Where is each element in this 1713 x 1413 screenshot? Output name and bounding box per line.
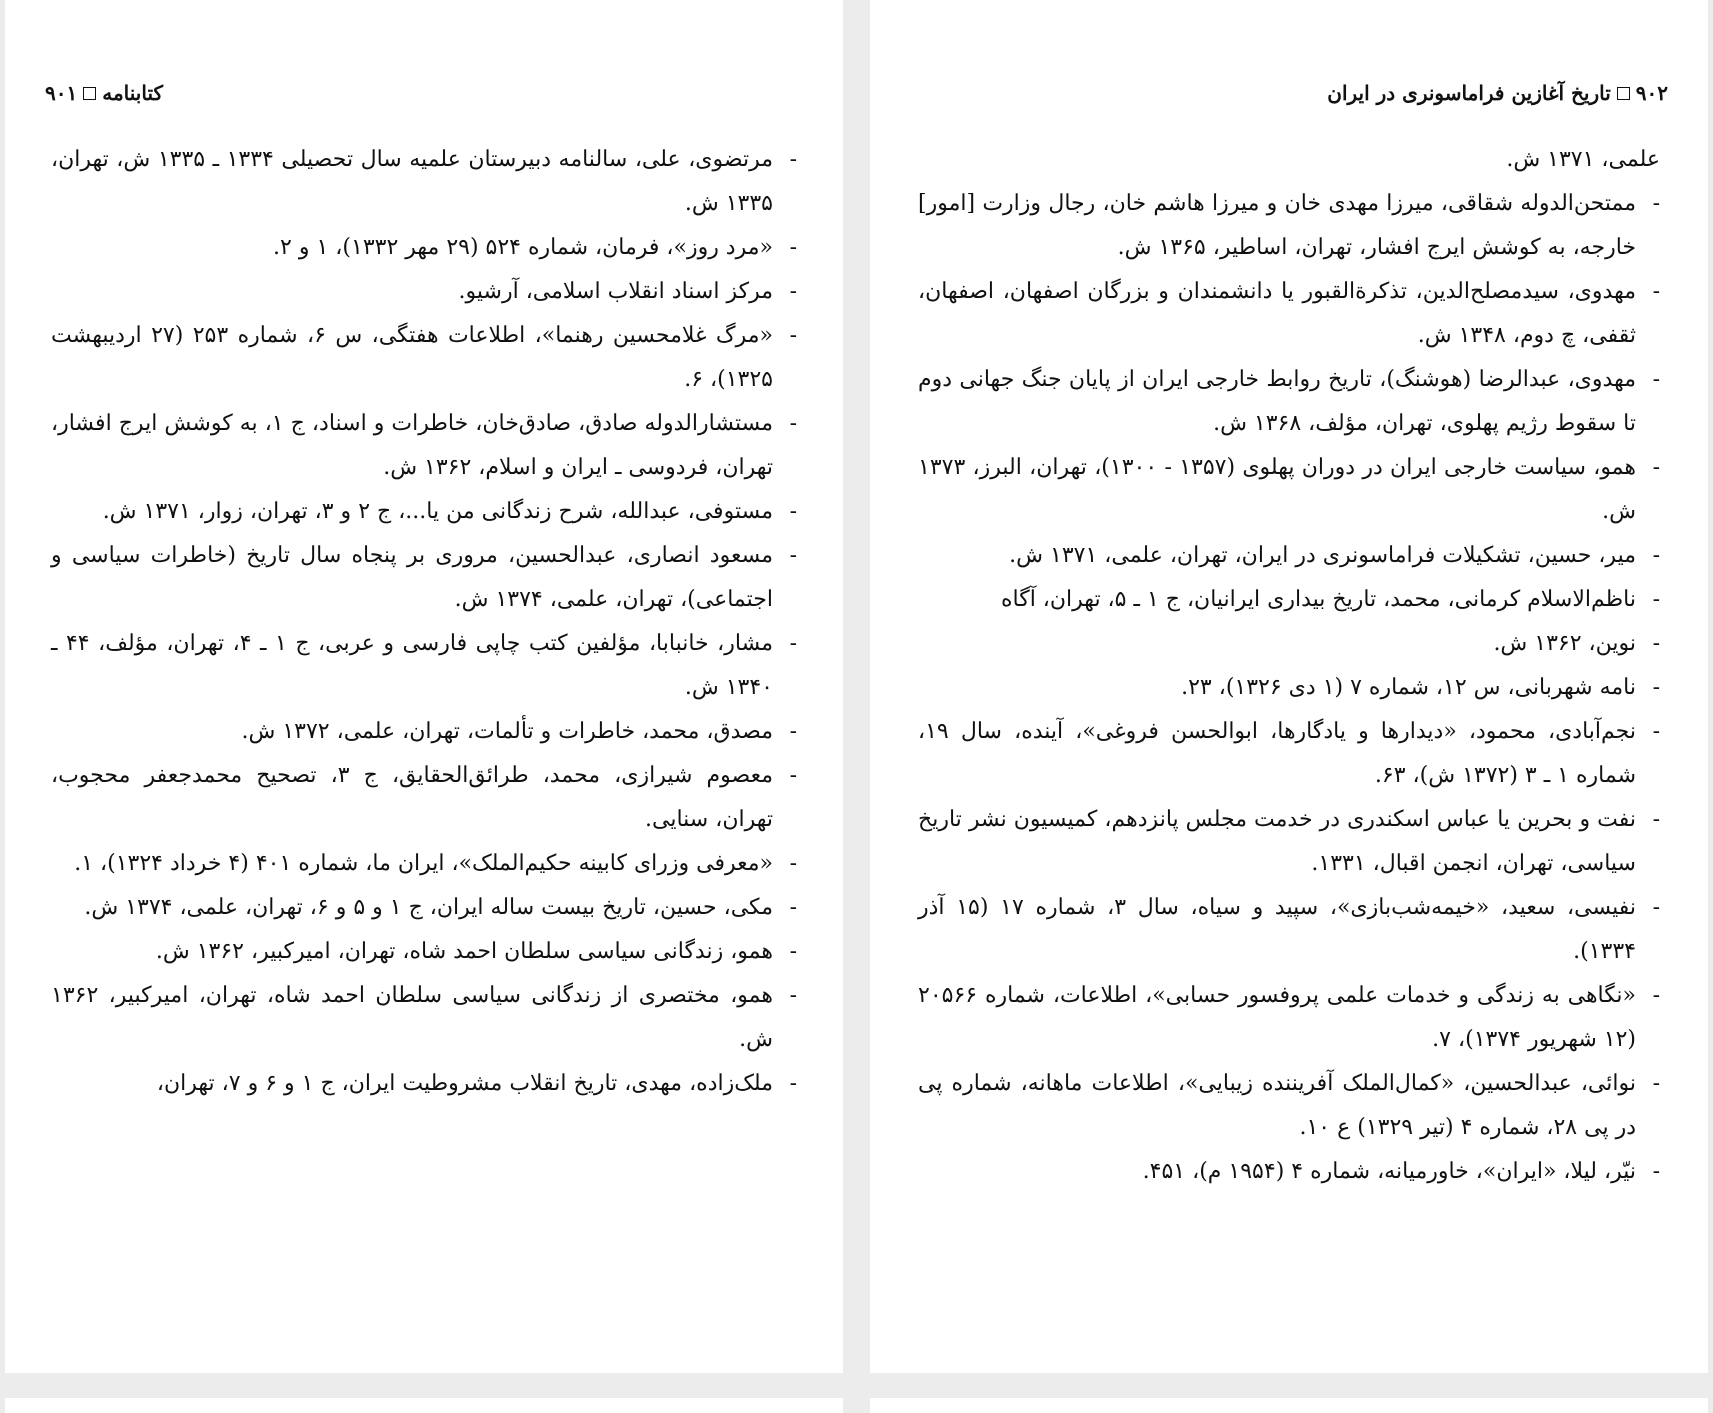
right-page	[870, 0, 1708, 1373]
entry-text: همو، سیاست خارجی ایران در دوران پهلوی (۱۳۵۷ - ۱۳۰۰)، تهران، البرز، ۱۳۷۳ ش.	[918, 455, 1636, 524]
square-ornament-icon	[83, 87, 96, 100]
bibliography-entry	[918, 270, 1660, 358]
entry-dash: -	[789, 851, 797, 876]
entry-dash: -	[1652, 631, 1660, 656]
bibliography-entry	[918, 974, 1660, 1062]
entry-dash: -	[789, 719, 797, 744]
next-page-edge-right	[870, 1398, 1708, 1413]
entry-text: «نگاهی به زندگی و خدمات علمی پروفسور حسابی»، اطلاعات، شماره ۲۰۵۶۶ (۱۲ شهریور ۱۳۷۴)، ۷.	[918, 983, 1636, 1052]
entry-dash: -	[789, 983, 797, 1008]
entry-text: مسعود انصاری، عبدالحسین، مروری بر پنجاه سال تاریخ (خاطرات سیاسی و اجتماعی)، تهران، علمی، ۱۳۷۴ ش.	[51, 543, 773, 612]
running-title: تاریخ آغازین فراماسونری در ایران	[1327, 81, 1611, 105]
bibliography-entry	[51, 402, 797, 490]
bibliography-entry	[918, 446, 1660, 534]
entry-dash: -	[789, 939, 797, 964]
entry-text: مشار، خانبابا، مؤلفین کتب چاپی فارسی و عربی، ج ۱ ـ ۴، تهران، مؤلف، ۴۴ ـ ۱۳۴۰ ش.	[51, 631, 773, 700]
entry-text: نوین، ۱۳۶۲ ش.	[1493, 631, 1636, 656]
page-number: ۹۰۲	[1635, 81, 1668, 105]
entry-dash: -	[1652, 191, 1660, 216]
bibliography-entry	[51, 314, 797, 402]
entry-text: مهدوی، سیدمصلح‌الدین، تذکرةالقبور یا دانشمندان و بزرگان اصفهان، اصفهان، ثقفی، چ دوم، ۱۳۴۸ ش.	[918, 279, 1636, 348]
entry-dash: -	[1652, 807, 1660, 832]
bibliography-list	[51, 138, 797, 1106]
entry-text: «مرگ غلامحسین رهنما»، اطلاعات هفتگی، س ۶، شماره ۲۵۳ (۲۷ اردیبهشت ۱۳۲۵)، ۶.	[51, 323, 774, 392]
square-ornament-icon	[1617, 87, 1630, 100]
entry-dash: -	[789, 543, 797, 568]
bibliography-entry	[918, 534, 1660, 578]
entry-text: «معرفی وزرای کابینه حکیم‌الملک»، ایران ما، شماره ۴۰۱ (۴ خرداد ۱۳۲۴)، ۱.	[74, 851, 773, 876]
bibliography-entry	[51, 226, 797, 270]
entry-dash: -	[789, 147, 797, 172]
running-title: کتابنامه	[102, 81, 164, 105]
bibliography-entry	[918, 182, 1660, 270]
entry-text: نیّر، لیلا، «ایران»، خاورمیانه، شماره ۴ (۱۹۵۴ م)، ۴۵۱.	[1142, 1159, 1636, 1184]
bibliography-entry	[51, 710, 797, 754]
entry-dash: -	[1652, 543, 1660, 568]
left-page	[5, 0, 843, 1373]
entry-text: ملک‌زاده، مهدی، تاریخ انقلاب مشروطیت ایران، ج ۱ و ۶ و ۷، تهران،	[156, 1071, 773, 1096]
bibliography-entry	[918, 1150, 1660, 1194]
entry-text: نفت و بحرین یا عباس اسکندری در خدمت مجلس پانزدهم، کمیسیون نشر تاریخ سیاسی، تهران، انجمن اقبال، ۱۳۳۱.	[918, 807, 1636, 876]
bibliography-entry	[51, 534, 797, 622]
entry-dash: -	[1652, 719, 1660, 744]
entry-dash: -	[1652, 455, 1660, 480]
bibliography-entry	[51, 490, 797, 534]
entry-text: همو، زندگانی سیاسی سلطان احمد شاه، تهران، امیرکبیر، ۱۳۶۲ ش.	[155, 939, 773, 964]
bibliography-entry	[51, 754, 797, 842]
entry-text: نفیسی، سعید، «خیمه‌شب‌بازی»، سپید و سیاه، سال ۳، شماره ۱۷ (۱۵ آذر ۱۳۳۴).	[918, 895, 1636, 964]
entry-dash: -	[1652, 895, 1660, 920]
page-number: ۹۰۱	[45, 81, 78, 105]
bibliography-entry	[51, 1062, 797, 1106]
bibliography-entry	[918, 358, 1660, 446]
bibliography-entry	[51, 270, 797, 314]
bibliography-entry	[918, 886, 1660, 974]
running-header	[910, 78, 1668, 108]
entry-text: ممتحن‌الدوله شقاقی، میرزا مهدی خان و میرزا هاشم خان، رجال وزارت [امور] خارجه، به کوشش ایرج افشار، تهران، اساطیر، ۱۳۶۵ ش.	[918, 191, 1636, 260]
bibliography-entry	[51, 886, 797, 930]
bibliography-list	[918, 138, 1660, 1194]
entry-dash: -	[1652, 983, 1660, 1008]
entry-dash: -	[789, 763, 797, 788]
entry-text: مرتضوی، علی، سالنامه دبیرستان علمیه سال تحصیلی ۱۳۳۴ ـ ۱۳۳۵ ش، تهران، ۱۳۳۵ ش.	[51, 147, 774, 216]
bibliography-entry	[918, 1062, 1660, 1150]
entry-text: مرکز اسناد انقلاب اسلامی، آرشیو.	[458, 279, 773, 304]
bibliography-entry	[918, 578, 1660, 622]
entry-dash: -	[1652, 367, 1660, 392]
entry-dash: -	[1652, 1159, 1660, 1184]
bibliography-entry	[918, 798, 1660, 886]
entry-text: میر، حسین، تشکیلات فراماسونری در ایران، تهران، علمی، ۱۳۷۱ ش.	[1009, 543, 1636, 568]
entry-text: علمی، ۱۳۷۱ ش.	[1506, 147, 1660, 172]
entry-dash: -	[789, 279, 797, 304]
entry-text: نامه شهربانی، س ۱۲، شماره ۷ (۱ دی ۱۳۲۶)، ۲۳.	[1181, 675, 1636, 700]
bibliography-entry	[51, 930, 797, 974]
entry-dash: -	[1652, 279, 1660, 304]
entry-text: مصدق، محمد، خاطرات و تألمات، تهران، علمی، ۱۳۷۲ ش.	[241, 719, 773, 744]
bibliography-entry	[918, 710, 1660, 798]
entry-text: مستوفی، عبدالله، شرح زندگانی من یا...، ج ۲ و ۳، تهران، زوار، ۱۳۷۱ ش.	[102, 499, 773, 524]
entry-text: نجم‌آبادی، محمود، «دیدارها و یادگارها، ابوالحسن فروغی»، آینده، سال ۱۹، شماره ۱ ـ ۳ (۱۳۷۲ ش)، ۶۳.	[918, 719, 1636, 788]
entry-text: همو، مختصری از زندگانی سیاسی سلطان احمد شاه، تهران، امیرکبیر، ۱۳۶۲ ش.	[51, 983, 773, 1052]
entry-dash: -	[1652, 675, 1660, 700]
running-header	[45, 78, 803, 108]
bibliography-entry	[918, 622, 1660, 666]
entry-text: مستشارالدوله صادق، صادق‌خان، خاطرات و اسناد، ج ۱، به کوشش ایرج افشار، تهران، فردوسی ـ ایران و اسلام، ۱۳۶۲ ش.	[51, 411, 773, 480]
entry-dash: -	[789, 323, 797, 348]
entry-dash: -	[1652, 1071, 1660, 1096]
bibliography-entry	[51, 842, 797, 886]
entry-text: «مرد روز»، فرمان، شماره ۵۲۴ (۲۹ مهر ۱۳۳۲)، ۱ و ۲.	[273, 235, 773, 260]
entry-dash: -	[1652, 587, 1660, 612]
entry-text: مهدوی، عبدالرضا (هوشنگ)، تاریخ روابط خارجی ایران از پایان جنگ جهانی دوم تا سقوط رژیم پهلوی، تهران، مؤلف، ۱۳۶۸ ش.	[918, 367, 1636, 436]
entry-dash: -	[789, 631, 797, 656]
entry-dash: -	[789, 235, 797, 260]
bibliography-entry	[918, 666, 1660, 710]
entry-dash: -	[789, 411, 797, 436]
bibliography-entry	[51, 622, 797, 710]
entry-dash: -	[789, 499, 797, 524]
bibliography-entry-continued	[918, 138, 1660, 182]
entry-dash: -	[789, 895, 797, 920]
next-page-edge-left	[5, 1398, 843, 1413]
entry-dash: -	[789, 1071, 797, 1096]
entry-text: نوائی، عبدالحسین، «کمال‌الملک آفریننده زیبایی»، اطلاعات ماهانه، شماره پی در پی ۲۸، شماره ۴ (تیر ۱۳۲۹) ع ۱۰.	[918, 1071, 1636, 1140]
bibliography-entry	[51, 138, 797, 226]
bibliography-entry	[51, 974, 797, 1062]
entry-text: مکی، حسین، تاریخ بیست ساله ایران، ج ۱ و ۵ و ۶، تهران، علمی، ۱۳۷۴ ش.	[84, 895, 773, 920]
entry-text: ناظم‌الاسلام کرمانی، محمد، تاریخ بیداری ایرانیان، ج ۱ ـ ۵، تهران، آگاه	[1000, 587, 1636, 612]
entry-text: معصوم شیرازی، محمد، طرائق‌الحقایق، ج ۳، تصحیح محمدجعفر محجوب، تهران، سنایی.	[51, 763, 773, 832]
